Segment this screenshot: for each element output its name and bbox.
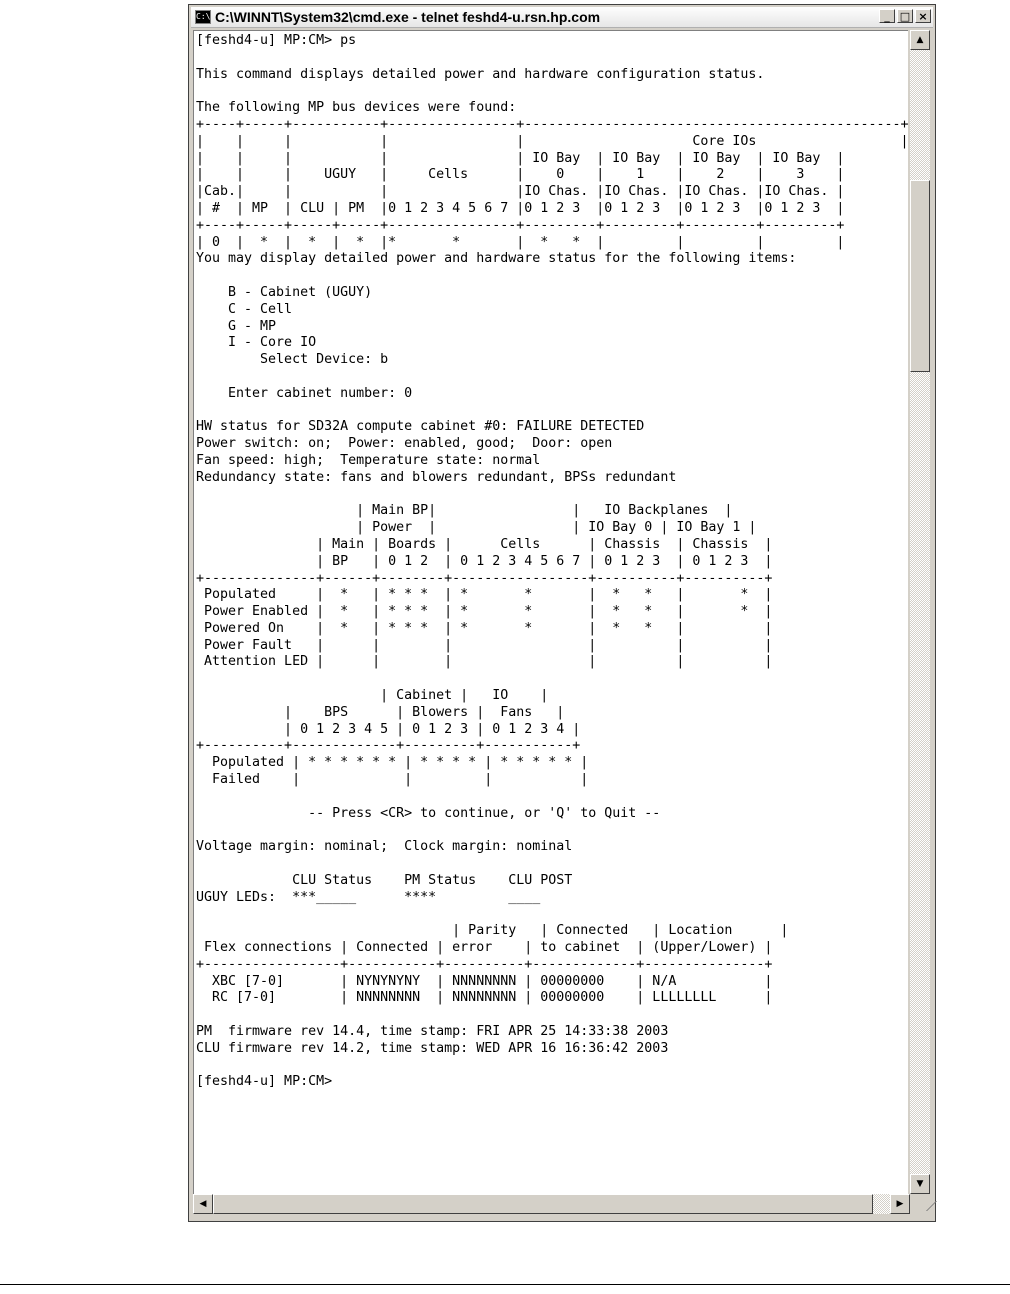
maximize-button[interactable]: □ [897, 9, 913, 23]
window-controls [877, 9, 931, 23]
minimize-button[interactable]: _ [879, 9, 895, 23]
console-text: [feshd4-u] MP:CM> ps This command displays detailed power and hardware configuration status. The following MP bus devices were found: +----+-----+-----------+----------------+-----------------------------------------------+ | | | | | Core IOs | | | | | | IO Bay | IO Bay | IO Bay | IO Bay | | | | UGUY | Cells | 0 | 1 | 2 | 3 | |Cab.| | | |IO Chas. |IO Chas. |IO Chas. |IO Chas. | | # | MP | CLU | PM |0 1 2 3 4 5 6 7 |0 1 2 3 |0 1 2 3 |0 1 2 3 |0 1 2 3 | +----+-----+-----+-----+----------------+---------+---------+---------+---------+ | 0 | * | * | * |* * | * * | | | | You may display detailed power and hardware status for the following items: B - Cabinet (UGUY) C - Cell G - MP I - Core IO Select Device: b Enter cabinet number: 0 HW status for SD32A compute cabinet #0: FAILURE DETECTED Power switch: on; Power: enabled, good; Door: open Fan speed: high; Temperature state: normal Redundancy state: fans and blowers redundant, BPSs redundant | Main BP| | IO Backplanes | | Power | | IO Bay 0 | IO Bay 1 | | Main | Boards | Cells | Chassis | Chassis | | BP | 0 1 2 | 0 1 2 3 4 5 6 7 | 0 1 2 3 | 0 1 2 3 | +--------------+------+--------+-----------------+----------+----------+ Populated | * | * * * | * * | * * | * | Power Enabled | * | * * * | * * | * * | * | Powered On | * | * * * | * * | * * | | Power Fault | | | | | | Attention LED | | | | | | | Cabinet | IO | | BPS | Blowers | Fans | | 0 1 2 3 4 5 | 0 1 2 3 | 0 1 2 3 4 | +----------+-------------+---------+-----------+ Populated | * * * * * * | * * * * | * * * * * | Failed | | | | -- Press <CR> to continue, or 'Q' to Quit -- Voltage margin: nominal; Clock margin: nominal CLU Status PM Status CLU POST UGUY LEDs: ***_____ **** ____ | Parity | Connected | Location | Flex connections | Connected | error | to cabinet | (Upper/Lower) | +-----------------+-----------+----------+-------------+---------------+ XBC [7-0] | NYNYNYNY | NNNNNNNN | 00000000 | N/A | RC [7-0] | NNNNNNNN | NNNNNNNN | 00000000 | LLLLLLLL | PM firmware rev 14.4, time stamp: FRI APR 25 14:33:38 2003 CLU firmware rev 14.2, time stamp: WED APR 16 16:36:42 2003 [feshd4-u] MP:CM> [196, 33, 908, 1090]
scroll-right-button[interactable]: ▶ [890, 1194, 910, 1214]
close-button[interactable]: × [915, 9, 931, 23]
scroll-up-button[interactable]: ▲ [910, 30, 930, 50]
title-bar[interactable] [191, 7, 933, 28]
window-title: C:\WINNT\System32\cmd.exe - telnet feshd4-u.rsn.hp.com [215, 9, 601, 25]
resize-grip-icon[interactable] [910, 1194, 930, 1214]
console-output[interactable] [193, 30, 908, 1194]
scroll-down-button[interactable]: ▼ [910, 1174, 930, 1194]
vertical-scrollbar[interactable] [910, 30, 930, 1194]
horizontal-scrollbar[interactable] [193, 1194, 910, 1214]
scroll-left-button[interactable]: ◀ [193, 1194, 213, 1214]
horizontal-scroll-thumb[interactable] [213, 1194, 873, 1214]
cmd-icon[interactable]: C:\ [195, 10, 211, 24]
console-window [188, 4, 936, 1222]
page-divider [0, 1284, 1010, 1285]
vertical-scroll-thumb[interactable] [910, 180, 930, 372]
